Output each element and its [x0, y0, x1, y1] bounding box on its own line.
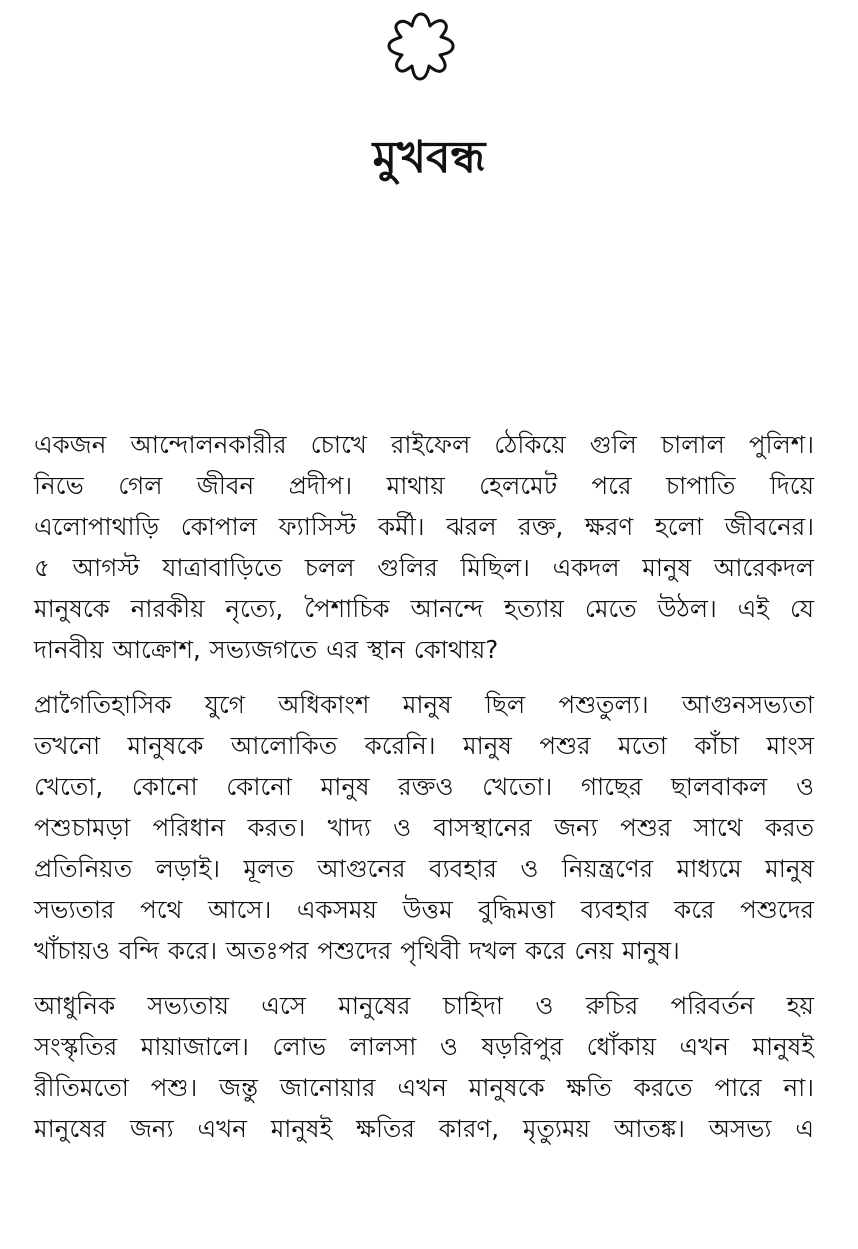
text-line: খেতো, কোনো কোনো মানুষ রক্তও খেতো। গাছের ছালবাকল ও [34, 772, 814, 801]
text-line: আধুনিক সভ্যতায় এসে মানুষের চাহিদা ও রুচির পরিবর্তন হয় [34, 991, 814, 1020]
text-line: ৫ আগস্ট যাত্রাবাড়িতে চলল গুলির মিছিল। একদল মানুষ আরেকদল [34, 553, 814, 582]
paragraph-2 [34, 684, 814, 971]
text-line: মানুষের জন্য এখন মানুষই ক্ষতির কারণ, মৃত্যুময় আতঙ্ক। অসভ্য এ [34, 1114, 814, 1143]
text-line: খাঁচায়ও বন্দি করে। অতঃপর পশুদের পৃথিবী দখল করে নেয় মানুষ। [34, 936, 680, 965]
text-line: এলোপাথাড়ি কোপাল ফ্যাসিস্ট কর্মী। ঝরল রক্ত, ক্ষরণ হলো জীবনের। [34, 512, 814, 541]
text-line: সভ্যতার পথে আসে। একসময় উত্তম বুদ্ধিমত্তা ব্যবহার করে পশুদের [34, 895, 814, 924]
paragraph-3 [34, 985, 814, 1149]
flower-outline-icon [378, 4, 464, 90]
text-line: সংস্কৃতির মায়াজালে। লোভ লালসা ও ষড়রিপুর ধোঁকায় এখন মানুষই [34, 1032, 814, 1061]
text-line: দানবীয় আক্রোশ, সভ্যজগতে এর স্থান কোথায়? [34, 635, 499, 664]
text-line: প্রাগৈতিহাসিক যুগে অধিকাংশ মানুষ ছিল পশুতুল্য। আগুনসভ্যতা [34, 690, 814, 719]
text-line: মানুষকে নারকীয় নৃত্যে, পৈশাচিক আনন্দে হত্যায় মেতে উঠল। এই যে [34, 594, 814, 623]
paragraph-1 [34, 424, 814, 670]
text-line: প্রতিনিয়ত লড়াই। মূলত আগুনের ব্যবহার ও নিয়ন্ত্রণের মাধ্যমে মানুষ [34, 854, 814, 883]
text-line: একজন আন্দোলনকারীর চোখে রাইফেল ঠেকিয়ে গুলি চালাল পুলিশ। [34, 430, 814, 459]
text-line: রীতিমতো পশু। জন্তু জানোয়ার এখন মানুষকে ক্ষতি করতে পারে না। [34, 1073, 814, 1102]
text-line: পশুচামড়া পরিধান করত। খাদ্য ও বাসস্থানের জন্য পশুর সাথে করত [34, 813, 814, 842]
text-line: তখনো মানুষকে আলোকিত করেনি। মানুষ পশুর মতো কাঁচা মাংস [34, 731, 814, 760]
page-title: মুখবন্ধ [372, 132, 486, 183]
text-line: নিভে গেল জীবন প্রদীপ। মাথায় হেলমেট পরে চাপাতি দিয়ে [34, 471, 814, 500]
body-text [34, 424, 814, 1163]
